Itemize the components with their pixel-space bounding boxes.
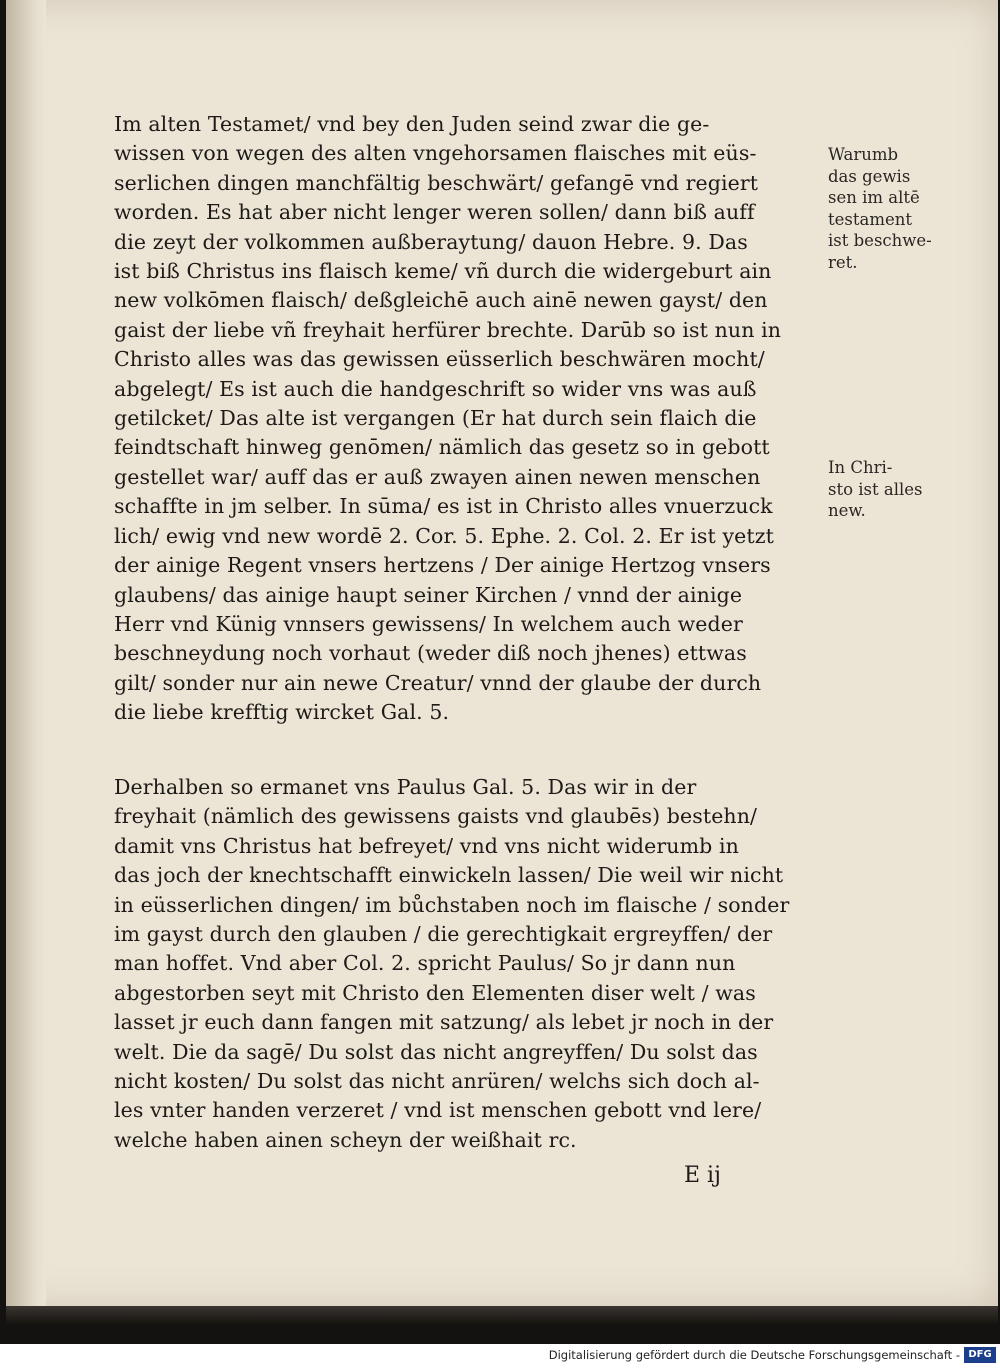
text-line: Derhalben so ermanet vns Paulus Gal. 5. Das wir in der (114, 775, 697, 799)
text-line: new volkōmen flaisch/ deßgleichē auch ainē newen gayst/ den (114, 288, 768, 313)
text-line: worden. Es hat aber nicht lenger weren sollen/ dann biß auff (114, 200, 755, 225)
text-line: Herr vnd Künig vnnsers gewissens/ In welchem auch weder (114, 611, 743, 636)
text-line: welche haben ainen scheyn der weißhait rc. (114, 1127, 577, 1152)
text-line: gestellet war/ auff das er auß zwayen ainen newen menschen (114, 464, 761, 489)
text-line: die liebe krefftig wircket Gal. 5. (114, 700, 450, 725)
text-line: wissen von wegen des alten vngehorsamen flaisches mit eüs- (114, 141, 757, 166)
text-line: welt. Die da sagē/ Du solst das nicht angreyffen/ Du solst das (114, 1039, 758, 1064)
text-line: lasset jr euch dann fangen mit satzung/ als lebet jr noch in der (114, 1010, 774, 1035)
text-line: man hoffet. Vnd aber Col. 2. spricht Paulus/ So jr dann nun (114, 951, 736, 976)
text-line: serlichen dingen manchfältig beschwärt/ gefangē vnd regiert (114, 170, 759, 195)
text-line: ret. (828, 252, 858, 272)
paragraph-1 (114, 110, 826, 728)
text-line: damit vns Christus hat befreyet/ vnd vns nicht widerumb in (114, 833, 739, 858)
text-line: das gewis (828, 166, 911, 186)
text-line: glaubens/ das ainige haupt seiner Kirchen / vnnd der ainige (114, 582, 743, 607)
text-line: Christo alles was das gewissen eüsserlich beschwären mocht/ (114, 347, 765, 372)
text-line: nicht kosten/ Du solst das nicht anrüren/ welchs sich doch al- (114, 1069, 760, 1094)
page-gutter (6, 0, 46, 1308)
text-line: Im alten Testamet/ vnd bey den Juden seind zwar die ge- (114, 112, 710, 136)
margin-note-1 (828, 144, 948, 273)
text-line: getilcket/ Das alte ist vergangen (Er hat durch sein flaich die (114, 406, 757, 431)
text-line: In Chri- (828, 458, 893, 477)
paragraph-2 (114, 773, 826, 1155)
text-line: Warumb (828, 145, 899, 164)
signature-mark: E ij (684, 1163, 721, 1188)
text-line: die zeyt der volkommen außberaytung/ dauon Hebre. 9. Das (114, 229, 748, 254)
margin-note-2 (828, 457, 948, 522)
text-line: testament (828, 209, 912, 229)
dfg-logo: DFG (964, 1347, 996, 1363)
text-line: das joch der knechtschafft einwickeln lassen/ Die weil wir nicht (114, 863, 784, 888)
text-line: new. (828, 501, 866, 520)
digitization-footer (0, 1344, 1000, 1368)
text-line: lich/ ewig vnd new wordē 2. Cor. 5. Ephe. 2. Col. 2. Er ist yetzt (114, 523, 774, 548)
book-page (6, 0, 998, 1308)
text-line: gaist der liebe vñ freyhait herfürer brechte. Darūb so ist nun in (114, 317, 782, 342)
scan-background-edge (6, 1306, 998, 1324)
text-line: beschneydung noch vorhaut (weder diß noch jhenes) ettwas (114, 641, 747, 666)
text-line: der ainige Regent vnsers hertzens / Der ainige Hertzog vnsers (114, 553, 771, 578)
text-line: abgelegt/ Es ist auch die handgeschrift so wider vns was auß (114, 376, 757, 401)
text-line: ist beschwe- (828, 231, 932, 250)
text-line: sen im altē (828, 188, 920, 207)
footer-credit: Digitalisierung gefördert durch die Deutsche Forschungsgemeinschaft - (548, 1348, 960, 1362)
text-line: feindtschaft hinweg genōmen/ nämlich das gesetz so in gebott (114, 435, 770, 460)
text-line: abgestorben seyt mit Christo den Elementen diser welt / was (114, 980, 756, 1005)
text-line: gilt/ sonder nur ain newe Creatur/ vnnd der glaube der durch (114, 670, 762, 695)
text-line: sto ist alles (828, 479, 923, 499)
text-line: schaffte in jm selber. In sūma/ es ist in Christo alles vnuerzuck (114, 494, 773, 519)
text-line: ist biß Christus ins flaisch keme/ vñ durch die widergeburt ain (114, 259, 772, 284)
text-line: freyhait (nämlich des gewissens gaists vnd glaubēs) bestehn/ (114, 804, 758, 829)
text-line: im gayst durch den glauben / die gerechtigkait ergreyffen/ der (114, 922, 773, 947)
text-line: les vnter handen verzeret / vnd ist menschen gebott vnd lere/ (114, 1098, 762, 1123)
text-line: in eüsserlichen dingen/ im bůchstaben noch im flaische / sonder (114, 892, 790, 917)
